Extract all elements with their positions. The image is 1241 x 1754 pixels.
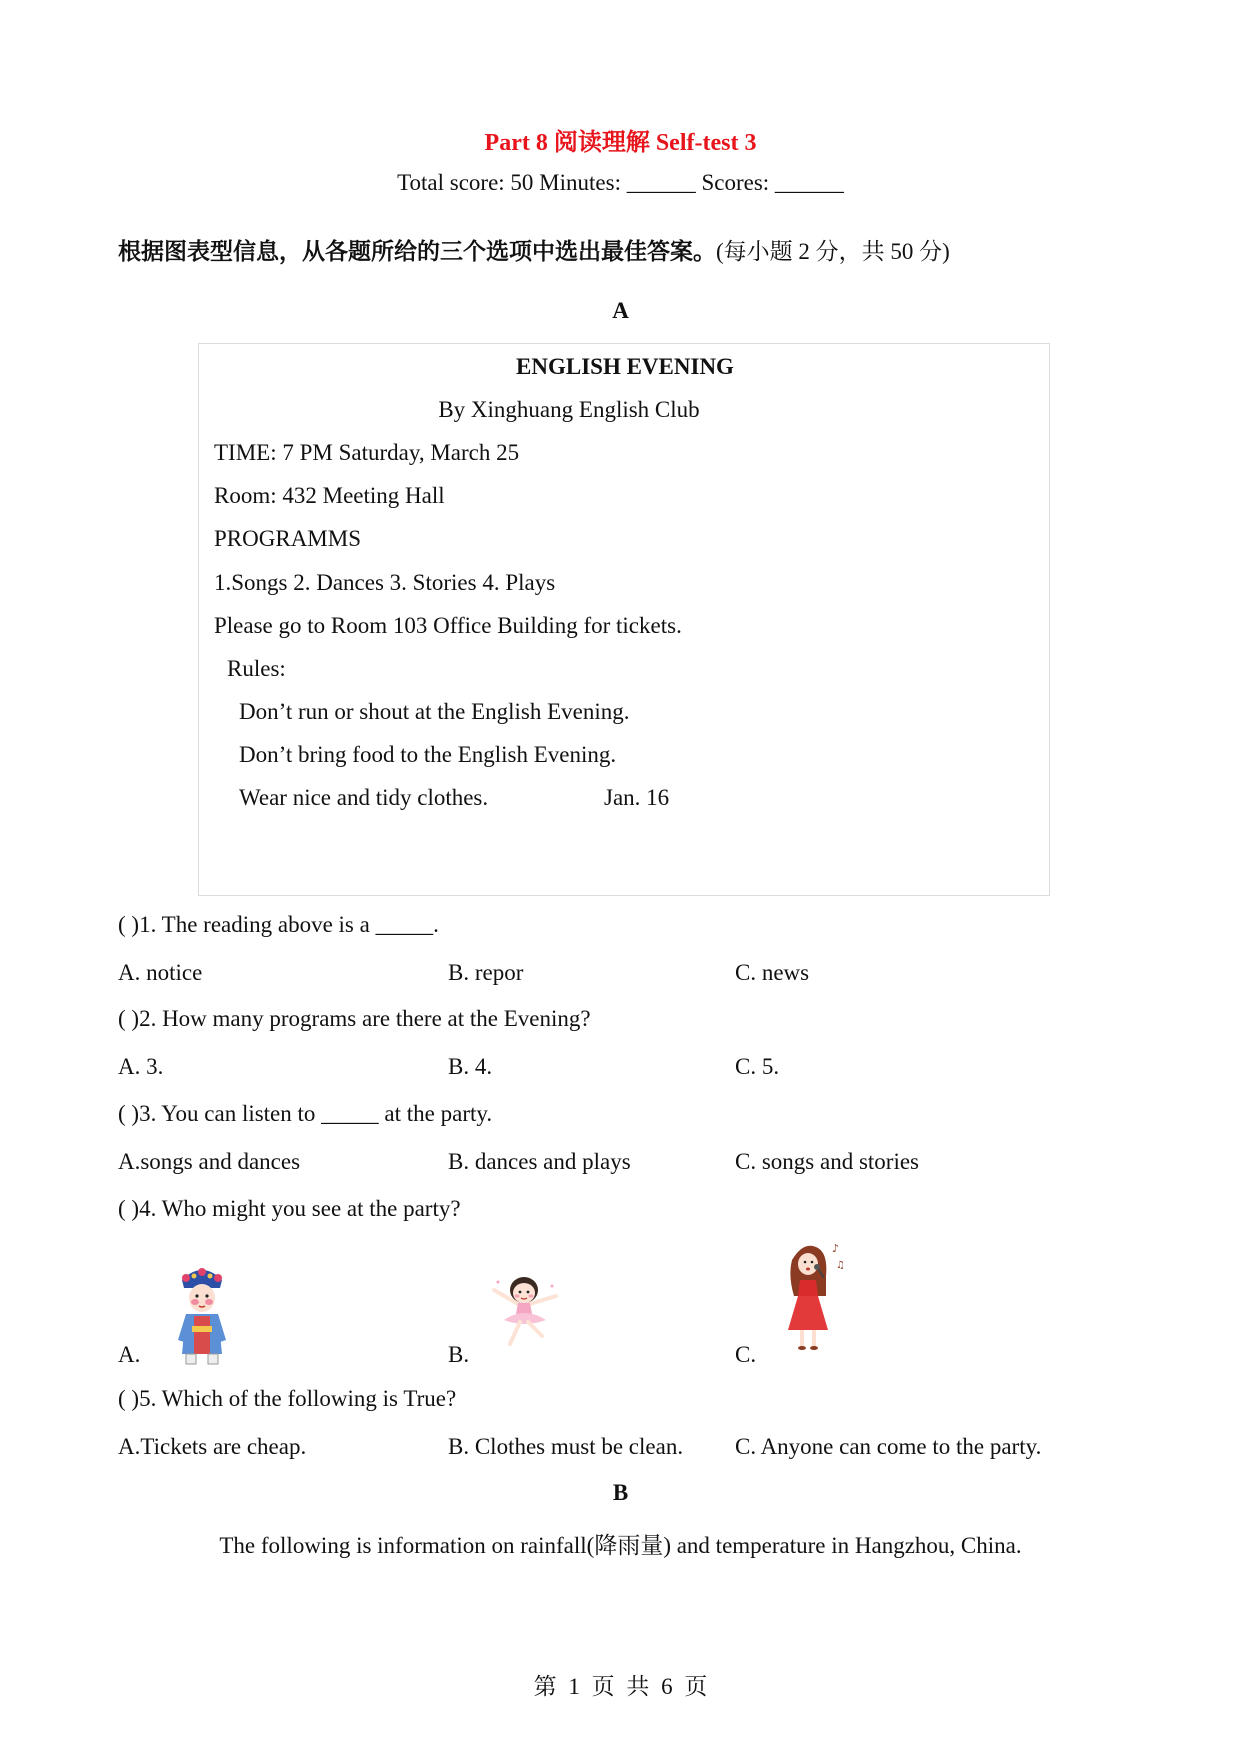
page-title: Part 8 阅读理解 Self-test 3 [484, 130, 757, 156]
notice-tickets: Please go to Room 103 Office Building for tickets. [214, 613, 682, 638]
section-a-label: A [612, 298, 629, 323]
notice-rules-title: Rules: [227, 656, 286, 681]
q4-option-b: B. [448, 1342, 470, 1367]
ballet-dancer-icon [488, 1272, 562, 1350]
question-4: ( )4. Who might you see at the party? [118, 1196, 461, 1221]
q3-option-a: A.songs and dances [118, 1149, 301, 1174]
question-3: ( )3. You can listen to _____ at the party. [118, 1101, 493, 1126]
q4-option-a: A. [118, 1342, 141, 1367]
notice-programs-title: PROGRAMMS [214, 526, 361, 551]
q2-option-c: C. 5. [735, 1054, 780, 1079]
q5-option-c: C. Anyone can come to the party. [735, 1434, 1042, 1459]
svg-text:♪: ♪ [832, 1242, 840, 1255]
q5-option-b: B. Clothes must be clean. [448, 1434, 684, 1459]
notice-rule: Wear nice and tidy clothes. [239, 785, 489, 810]
question-5: ( )5. Which of the following is True? [118, 1386, 457, 1411]
notice-heading: ENGLISH EVENING [516, 354, 734, 379]
instruction-points: (每小题 2 分，共 50 分) [716, 239, 950, 264]
notice-organizer: By Xinghuang English Club [438, 397, 700, 422]
section-b-intro: The following is information on rainfall(降雨量) and temperature in Hangzhou, China. [219, 1533, 1022, 1558]
instruction [118, 233, 950, 266]
singer-icon [778, 1240, 846, 1354]
notice-time: TIME: 7 PM Saturday, March 25 [214, 440, 520, 465]
question-2: ( )2. How many programs are there at the Evening? [118, 1006, 591, 1031]
notice-rule: Don’t run or shout at the English Evening. [239, 699, 630, 724]
notice-box [198, 343, 1050, 896]
q3-option-b: B. dances and plays [448, 1149, 631, 1174]
q3-option-c: C. songs and stories [735, 1149, 919, 1174]
section-b-label: B [612, 1480, 629, 1505]
q1-option-c: C. news [735, 960, 810, 985]
q2-option-a: A. 3. [118, 1054, 164, 1079]
instruction-main: 根据图表型信息，从各题所给的三个选项中选出最佳答案。 [118, 239, 716, 264]
page-number: 第 1 页 共 6 页 [533, 1674, 708, 1699]
q5-option-a: A.Tickets are cheap. [118, 1434, 307, 1459]
opera-performer-icon [172, 1262, 232, 1367]
q4-option-c: C. [735, 1342, 757, 1367]
notice-programs: 1.Songs 2. Dances 3. Stories 4. Plays [214, 570, 556, 595]
question-1: ( )1. The reading above is a _____. [118, 912, 439, 937]
notice-room: Room: 432 Meeting Hall [214, 483, 445, 508]
svg-text:♫: ♫ [836, 1260, 845, 1271]
notice-date: Jan. 16 [604, 785, 670, 810]
q2-option-b: B. 4. [448, 1054, 493, 1079]
notice-rule: Don’t bring food to the English Evening. [239, 742, 617, 767]
score-line: Total score: 50 Minutes: ______ Scores: ______ [397, 170, 844, 195]
q1-option-a: A. notice [118, 960, 203, 985]
q1-option-b: B. repor [448, 960, 524, 985]
